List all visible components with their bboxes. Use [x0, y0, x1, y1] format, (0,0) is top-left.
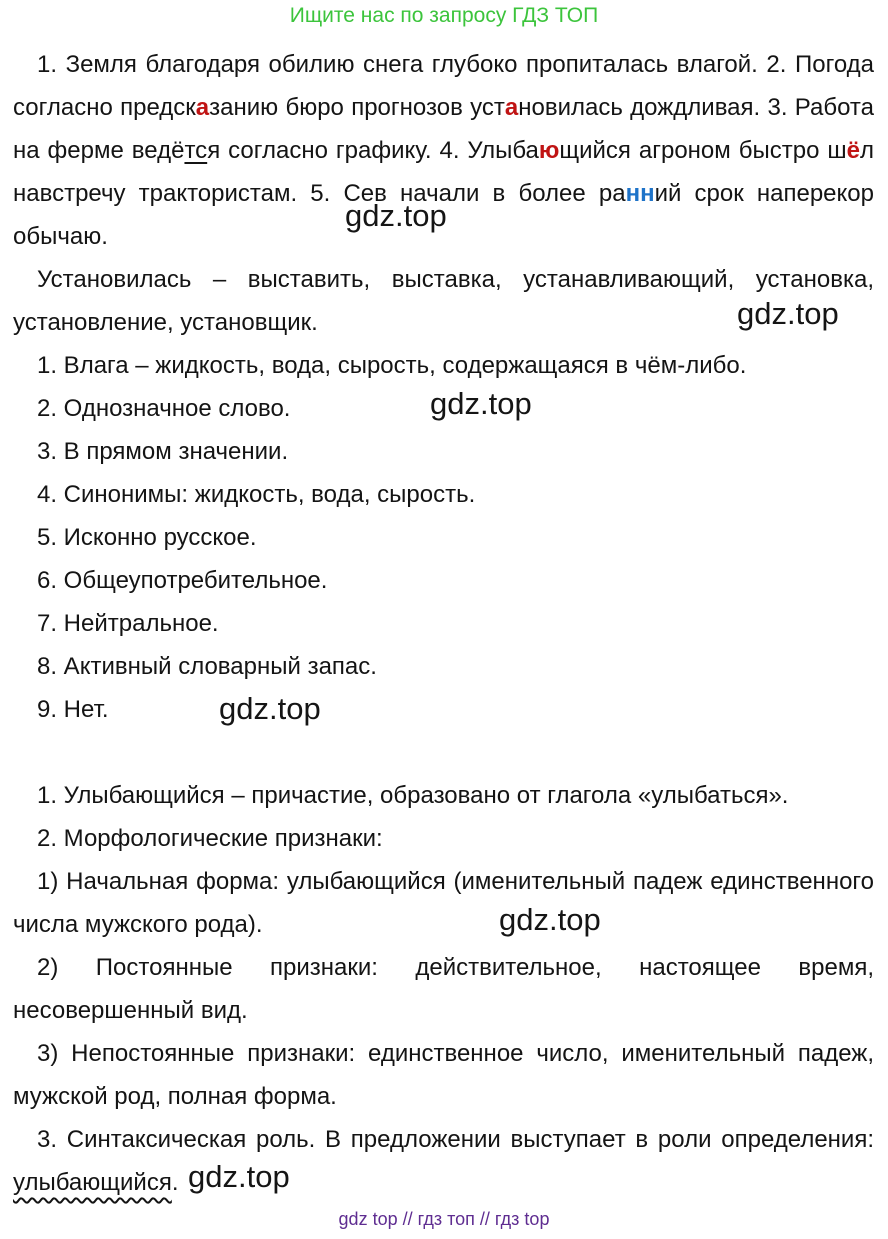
- text-run: ий срок наперекор обычаю.: [13, 180, 874, 250]
- gdz-watermark: gdz.top: [219, 691, 321, 726]
- text-run: 1. Земля благодаря обилию снега глубоко пропиталась влагой. 2. Погода согласно предск: [13, 51, 874, 121]
- gdz-watermark: gdz.top: [499, 902, 601, 937]
- orthogram-letters-blue: нн: [625, 180, 655, 207]
- morphology-point: 2) Постоянные признаки: действительное, настоящее время, несовершенный вид.: [13, 954, 874, 1024]
- text-run: занию бюро прогнозов уст: [209, 94, 505, 121]
- underlined-letters: тс: [184, 137, 208, 164]
- gdz-watermark: gdz.top: [188, 1159, 290, 1194]
- orthogram-letter-red: ю: [538, 137, 560, 164]
- morphology-heading: 2. Морфологические признаки:: [37, 825, 383, 852]
- morphology-intro: 1. Улыбающийся – причастие, образовано от глагола «улыбаться».: [37, 782, 789, 809]
- gdz-watermark: gdz.top: [430, 386, 532, 421]
- lexical-item: 1. Влага – жидкость, вода, сырость, содержащаяся в чём-либо.: [37, 352, 747, 379]
- orthogram-letter-red: а: [504, 94, 519, 121]
- lexical-item: 7. Нейтральное.: [37, 610, 219, 637]
- syntax-role-paragraph: [13, 1118, 874, 1204]
- morphology-point: 1) Начальная форма: улыбающийся (именительный падеж единственного числа мужского рода).: [13, 868, 874, 938]
- footer-promo-text: gdz top // гдз топ // гдз top: [338, 1209, 550, 1229]
- lexical-item: 9. Нет.: [37, 696, 109, 723]
- lexical-item: 4. Синонимы: жидкость, вода, сырость.: [37, 481, 476, 508]
- lexical-item: 8. Активный словарный запас.: [37, 653, 377, 680]
- text-run: новилась дождливая. 3. Работа на ферме ведё: [13, 94, 875, 164]
- text-run: 3. Синтаксическая роль. В предложении выступает в роли определения:: [37, 1126, 874, 1153]
- blank-line: [13, 731, 874, 774]
- gdz-watermark: gdz.top: [345, 198, 447, 233]
- header-promo-text: Ищите нас по запросу ГДЗ ТОП: [289, 4, 599, 27]
- text-run: я согласно графику. 4. Улыба: [207, 137, 539, 164]
- text-run: щийся агроном быстро ш: [559, 137, 847, 164]
- word-formation-paragraph: Установилась – выставить, выставка, устанавливающий, установка, установление, установщик.: [13, 266, 874, 336]
- orthogram-letter-red: ё: [846, 137, 860, 164]
- lexical-item: 2. Однозначное слово.: [37, 395, 291, 422]
- text-run: л навстречу трактористам. 5. Сев начали в более ра: [13, 137, 874, 207]
- lexical-item: 3. В прямом значении.: [37, 438, 289, 465]
- orthogram-letter-red: а: [195, 94, 210, 121]
- wavy-underlined-word: улыбающийся: [13, 1169, 172, 1196]
- lexical-item: 6. Общеупотребительное.: [37, 567, 328, 594]
- lexical-item: 5. Исконно русское.: [37, 524, 257, 551]
- morphology-point: 3) Непостоянные признаки: единственное число, именительный падеж, мужской род, полная форма.: [13, 1040, 874, 1110]
- gdz-watermark: gdz.top: [737, 296, 839, 331]
- text-run: .: [171, 1169, 179, 1196]
